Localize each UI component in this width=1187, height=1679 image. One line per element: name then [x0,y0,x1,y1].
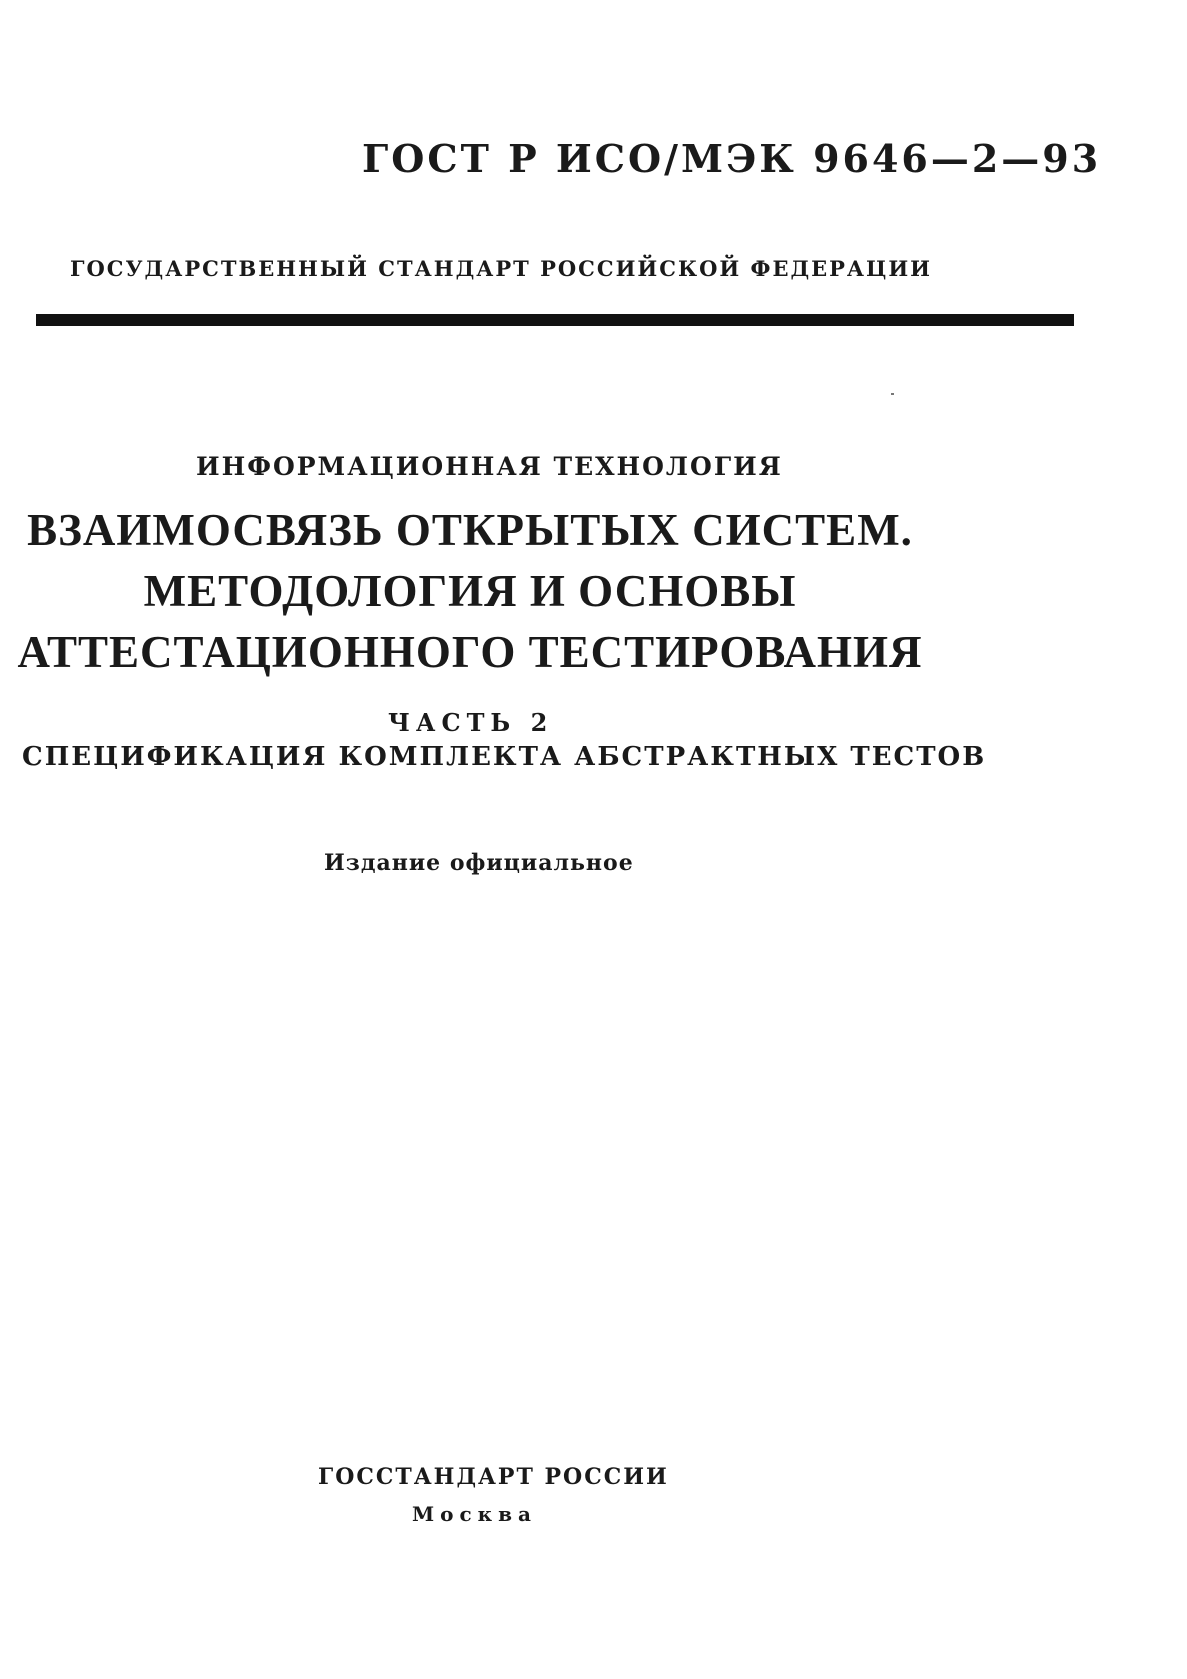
subject-heading: ИНФОРМАЦИОННАЯ ТЕХНОЛОГИЯ [196,452,783,481]
part-title: СПЕЦИФИКАЦИЯ КОМПЛЕКТА АБСТРАКТНЫХ ТЕСТОВ [22,742,987,772]
main-title-line: АТТЕСТАЦИОННОГО ТЕСТИРОВАНИЯ [17,627,923,677]
main-title-line: ВЗАИМОСВЯЗЬ ОТКРЫТЫХ СИСТЕМ. [27,505,913,555]
publication-city: Москва [412,1502,537,1526]
standard-number: ГОСТ Р ИСО/МЭК 9646—2—93 [362,136,1102,181]
edition-note: Издание официальное [324,850,634,876]
heading-divider [36,314,1074,326]
part-number: ЧАСТЬ 2 [388,708,554,737]
main-title [0,500,940,683]
main-title-line: МЕТОДОЛОГИЯ И ОСНОВЫ [143,566,797,616]
state-standard-heading: ГОСУДАРСТВЕННЫЙ СТАНДАРТ РОССИЙСКОЙ ФЕДЕРАЦИИ [70,256,933,281]
scan-speck [891,393,894,395]
publisher: ГОССТАНДАРТ РОССИИ [318,1464,669,1490]
